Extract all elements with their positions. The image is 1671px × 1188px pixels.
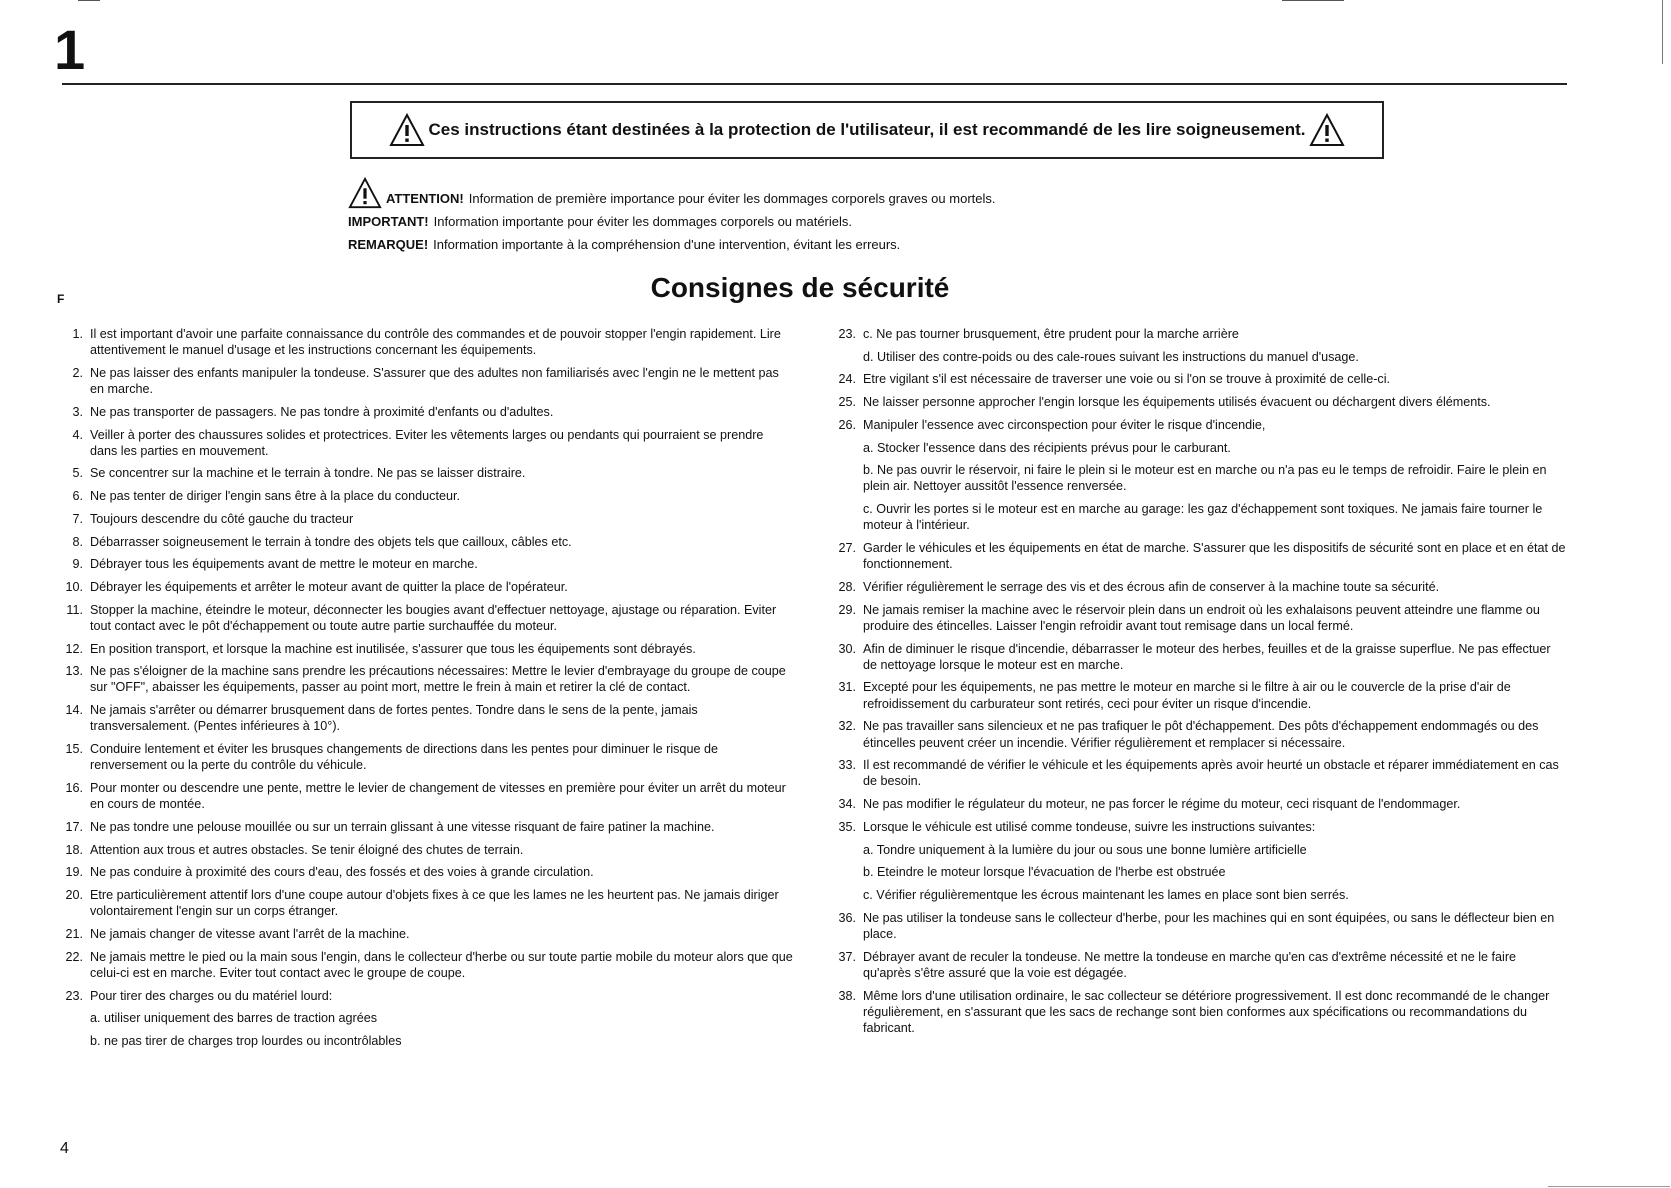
list-item [825,887,1567,903]
list-item [825,949,1567,981]
item-number: 4. [72,427,83,442]
right-column [825,326,1567,1043]
legend-important [348,210,996,233]
item-number: 19. [65,865,83,880]
list-item [825,579,1567,595]
legend-text: Information de première importance pour éviter les dommages corporels graves ou mortels. [468,191,996,206]
item-text: Il est recommandé de vérifier le véhicule et les équipements après avoir heurté un obstacle et réparer immédiatement en cas de besoin. [863,758,1559,789]
item-text: Ne pas tenter de diriger l'engin sans être à la place du conducteur. [90,489,460,504]
item-text: c. Ouvrir les portes si le moteur est en marche au garage: les gaz d'échappement sont toxiques. Ne jamais faire tourner le moteur à l'intérieur. [863,502,1543,533]
item-text: Afin de diminuer le risque d'incendie, débarrasser le moteur des herbes, feuilles et de la graisse superflue. Ne pas effectuer de nettoyage lorsque le moteur est en marche. [863,641,1551,672]
item-text: c. Ne pas tourner brusquement, être prudent pour la marche arrière [863,327,1239,341]
item-number: 15. [65,742,83,757]
item-text: Garder le véhicules et les équipements en état de marche. S'assurer que les dispositifs de sécurité sont en place et en état de fonctionnement. [863,541,1566,572]
crop-mark [1548,1186,1670,1187]
item-number: 9. [72,557,83,572]
legend-label: ATTENTION! [386,191,464,206]
safety-list-right [825,326,1567,1036]
safety-list-left [52,326,794,1049]
item-text: Ne pas travailler sans silencieux et ne pas trafiquer le pôt d'échappement. Des pôts d'échappement endommagés ou des étincelles peuvent créer un incendie. Vérifier régulièrement et remplacer si nécessaire. [863,719,1539,750]
list-item [825,501,1567,533]
list-item [52,741,794,773]
list-item [52,949,794,981]
list-item [825,394,1567,410]
item-text: Ne jamais remiser la machine avec le réservoir plein dans un endroit où les exhalaisons peuvent atteindre une flamme ou produire des étincelles. Laisser l'engin refroidir avant tout remisage dans un local fermé. [863,602,1540,633]
list-item [825,819,1567,835]
page-title: Consignes de sécurité [650,272,950,303]
item-text: Ne pas tondre une pelouse mouillée ou sur un terrain glissant à une vitesse risquant de faire patiner la machine. [90,819,715,834]
item-number: 32. [838,719,856,734]
list-item [825,842,1567,858]
item-number: 24. [838,372,856,387]
item-number: 17. [65,819,83,834]
list-item [52,556,794,572]
item-number: 34. [838,797,856,812]
list-item [52,1033,794,1049]
crop-mark [1662,0,1663,64]
list-item [52,365,794,397]
legend-label: IMPORTANT! [348,214,429,229]
warning-banner [350,101,1384,159]
item-text: Ne jamais changer de vitesse avant l'arrêt de la machine. [90,926,410,941]
list-item [825,440,1567,456]
list-item [825,326,1567,342]
item-text: En position transport, et lorsque la machine est inutilisée, s'assurer que tous les équipements sont débrayés. [90,641,696,656]
item-text: Débarrasser soigneusement le terrain à tondre des objets tels que cailloux, câbles etc. [90,534,572,549]
item-text: Ne pas conduire à proximité des cours d'eau, des fossés et des voies à grande circulation. [90,865,594,880]
item-text: Ne jamais mettre le pied ou la main sous l'engin, dans le collecteur d'herbe ou sur toute partie mobile du moteur alors que que celui-ci est en marche. Eviter tout contact avec le groupe de coupe. [90,949,793,980]
crop-mark [1282,0,1344,1]
item-text: Toujours descendre du côté gauche du tracteur [90,511,354,526]
list-item [825,540,1567,572]
language-marker: F [57,292,65,306]
item-text: a. Stocker l'essence dans des récipients prévus pour le carburant. [863,440,1231,455]
item-number: 21. [65,926,83,941]
item-number: 1. [72,327,83,341]
list-item [52,602,794,634]
item-text: Attention aux trous et autres obstacles. Se tenir éloigné des chutes de terrain. [90,842,524,857]
item-text: Ne pas modifier le régulateur du moteur, ne pas forcer le régime du moteur, ceci risquant de l'endommager. [863,797,1461,812]
list-item [52,663,794,695]
list-item [52,427,794,459]
item-text: Vérifier régulièrement le serrage des vis et des écrous afin de conserver à la machine toute sa sécurité. [863,579,1440,594]
item-text: Débrayer tous les équipements avant de mettre le moteur en marche. [90,557,478,572]
item-number: 14. [65,703,83,718]
list-item [52,404,794,420]
list-item [825,371,1567,387]
chapter-number: 1 [54,18,86,81]
item-text: Excepté pour les équipements, ne pas mettre le moteur en marche si le filtre à air ou le couvercle de la prise d'air de refroidissement du carburateur sont retirés, ceci pour éviter un risque d'incendie. [863,680,1511,711]
item-number: 13. [65,664,83,679]
list-item [52,988,794,1004]
list-item [52,488,794,504]
list-item [825,462,1567,494]
list-item [52,579,794,595]
item-text: Conduire lentement et éviter les brusques changements de directions dans les pentes pour diminuer le risque de renversement ou la perte du contrôle du véhicule. [90,742,718,773]
item-number: 26. [838,417,856,432]
legend-attention [348,176,996,210]
item-number: 16. [65,780,83,795]
item-number: 23. [65,988,83,1003]
item-text: Stopper la machine, éteindre le moteur, déconnecter les bougies avant d'effectuer nettoyage, ajustage ou réparation. Eviter tout contact avec le pôt d'échappement ou toute autre partie surchauffée du moteur. [90,602,777,633]
banner-text: Ces instructions étant destinées à la protection de l'utilisateur, il est recommandé de les lire soigneusement. [428,120,1306,139]
item-text: Même lors d'une utilisation ordinaire, le sac collecteur se détériore progressivement. Il est donc recommandé de le changer régulièrement, en s'assurant que les sacs de rechange sont bien conformes aux spécifications ou recommandations du fabricant. [863,988,1550,1035]
item-text: Lorsque le véhicule est utilisé comme tondeuse, suivre les instructions suivantes: [863,819,1316,834]
item-text: Ne pas s'éloigner de la machine sans prendre les précautions nécessaires: Mettre le levier d'embrayage du groupe de coupe sur "OFF", abaisser les équipements, passer au point mort, mettre le frein à main et retirer la clé de contact. [90,664,786,695]
legend-text: Information importante pour éviter les dommages corporels ou matériels. [433,214,852,229]
item-text: Veiller à porter des chaussures solides et protectrices. Eviter les vêtements larges ou pendants qui pourraient se prendre dans les parties en mouvement. [90,427,764,458]
list-item [52,702,794,734]
item-number: 11. [66,602,83,617]
item-text: Ne laisser personne approcher l'engin lorsque les équipements utilisés évacuent ou déchargent divers éléments. [863,395,1491,410]
item-number: 22. [65,949,83,964]
item-text: Manipuler l'essence avec circonspection pour éviter le risque d'incendie, [863,417,1266,432]
item-number: 18. [65,842,83,857]
list-item [825,910,1567,942]
list-item [52,842,794,858]
item-text: Ne pas utiliser la tondeuse sans le collecteur d'herbe, pour les machines qui en sont équipées, ou sans le déflecteur bien en place. [863,910,1555,941]
item-text: Débrayer avant de reculer la tondeuse. Ne mettre la tondeuse en marche qu'en cas d'extrême nécessité et ne le faire qu'après s'être assuré que la voie est dégagée. [863,949,1517,980]
list-item [52,1010,794,1026]
item-number: 33. [838,758,856,773]
left-column [52,326,794,1056]
list-item [825,679,1567,711]
list-item [52,887,794,919]
list-item [825,796,1567,812]
list-item [52,534,794,550]
item-number: 7. [72,511,83,526]
item-number: 3. [72,404,83,419]
list-item [825,417,1567,433]
item-text: Pour monter ou descendre une pente, mettre le levier de changement de vitesses en première pour éviter un arrêt du moteur en cours de montée. [90,780,786,812]
item-number: 31. [838,680,856,695]
item-number: 23. [838,327,856,341]
item-text: d. Utiliser des contre-poids ou des cale-roues suivant les instructions du manuel d'usage. [863,349,1359,364]
list-item [825,641,1567,673]
item-text: Il est important d'avoir une parfaite connaissance du contrôle des commandes et de pouvoir stopper l'engin rapidement. Lire attentivement le manuel d'usage et les instructions concernant les équipements. [90,327,781,358]
item-text: b. ne pas tirer de charges trop lourdes ou incontrôlables [90,1033,402,1048]
legend-remarque [348,233,996,256]
item-text: Pour tirer des charges ou du matériel lourd: [90,988,333,1003]
item-number: 27. [838,541,856,556]
legend-label: REMARQUE! [348,237,429,252]
list-item [52,780,794,812]
item-text: Ne jamais s'arrêter ou démarrer brusquement dans de fortes pentes. Tondre dans le sens de la pente, jamais transversalement. (Pentes inférieures à 10°). [90,703,698,734]
item-number: 5. [72,466,83,481]
warning-triangle-icon [348,176,382,210]
item-number: 30. [838,641,856,656]
page-number: 4 [60,1140,69,1157]
list-item [825,757,1567,789]
list-item [825,864,1567,880]
item-text: a. utiliser uniquement des barres de traction agrées [90,1011,378,1026]
header-rule [62,83,1567,85]
list-item [825,602,1567,634]
list-item [52,926,794,942]
list-item [52,465,794,481]
item-text: b. Eteindre le moteur lorsque l'évacuation de l'herbe est obstruée [863,865,1226,880]
list-item [825,988,1567,1037]
item-number: 20. [65,887,83,902]
item-number: 25. [838,395,856,410]
item-number: 36. [838,910,856,925]
list-item [52,819,794,835]
item-number: 8. [72,534,83,549]
item-number: 2. [72,365,83,380]
list-item [52,641,794,657]
list-item [52,326,794,358]
item-text: a. Tondre uniquement à la lumière du jour ou sous une bonne lumière artificielle [863,842,1307,857]
item-text: Etre particulièrement attentif lors d'une coupe autour d'objets fixes à ce que les lames ne les heurtent pas. Ne jamais diriger volontairement l'engin sur un corps étranger. [90,887,779,919]
crop-mark [78,0,100,1]
item-number: 28. [838,579,856,594]
item-number: 6. [72,489,83,504]
item-number: 35. [838,819,856,834]
list-item [52,864,794,880]
warning-triangle-icon [389,112,425,148]
item-number: 12. [65,641,83,656]
item-number: 10. [65,579,83,594]
legend-text: Information importante à la compréhension d'une intervention, évitant les erreurs. [433,237,901,252]
legend [348,176,996,256]
item-text: Ne pas transporter de passagers. Ne pas tondre à proximité d'enfants ou d'adultes. [90,404,554,419]
item-text: c. Vérifier régulièrementque les écrous maintenant les lames en place sont bien serrés. [863,887,1349,902]
list-item [52,511,794,527]
item-text: b. Ne pas ouvrir le réservoir, ni faire le plein si le moteur est en marche ou n'a pas eu le temps de refroidir. Faire le plein en plein air. Nettoyer aussitôt l'essence renversée. [863,463,1547,494]
warning-triangle-icon [1309,112,1345,148]
list-item [825,718,1567,750]
item-text: Débrayer les équipements et arrêter le moteur avant de quitter la place de l'opérateur. [90,579,568,594]
item-text: Etre vigilant s'il est nécessaire de traverser une voie ou si l'on se trouve à proximité de celle-ci. [863,372,1390,387]
item-text: Se concentrer sur la machine et le terrain à tondre. Ne pas se laisser distraire. [90,466,526,481]
item-number: 38. [838,988,856,1003]
list-item [825,349,1567,365]
item-number: 29. [838,602,856,617]
item-text: Ne pas laisser des enfants manipuler la tondeuse. S'assurer que des adultes non familiarisés avec l'engin ne le mettent pas en marche. [90,365,779,397]
item-number: 37. [838,949,856,964]
